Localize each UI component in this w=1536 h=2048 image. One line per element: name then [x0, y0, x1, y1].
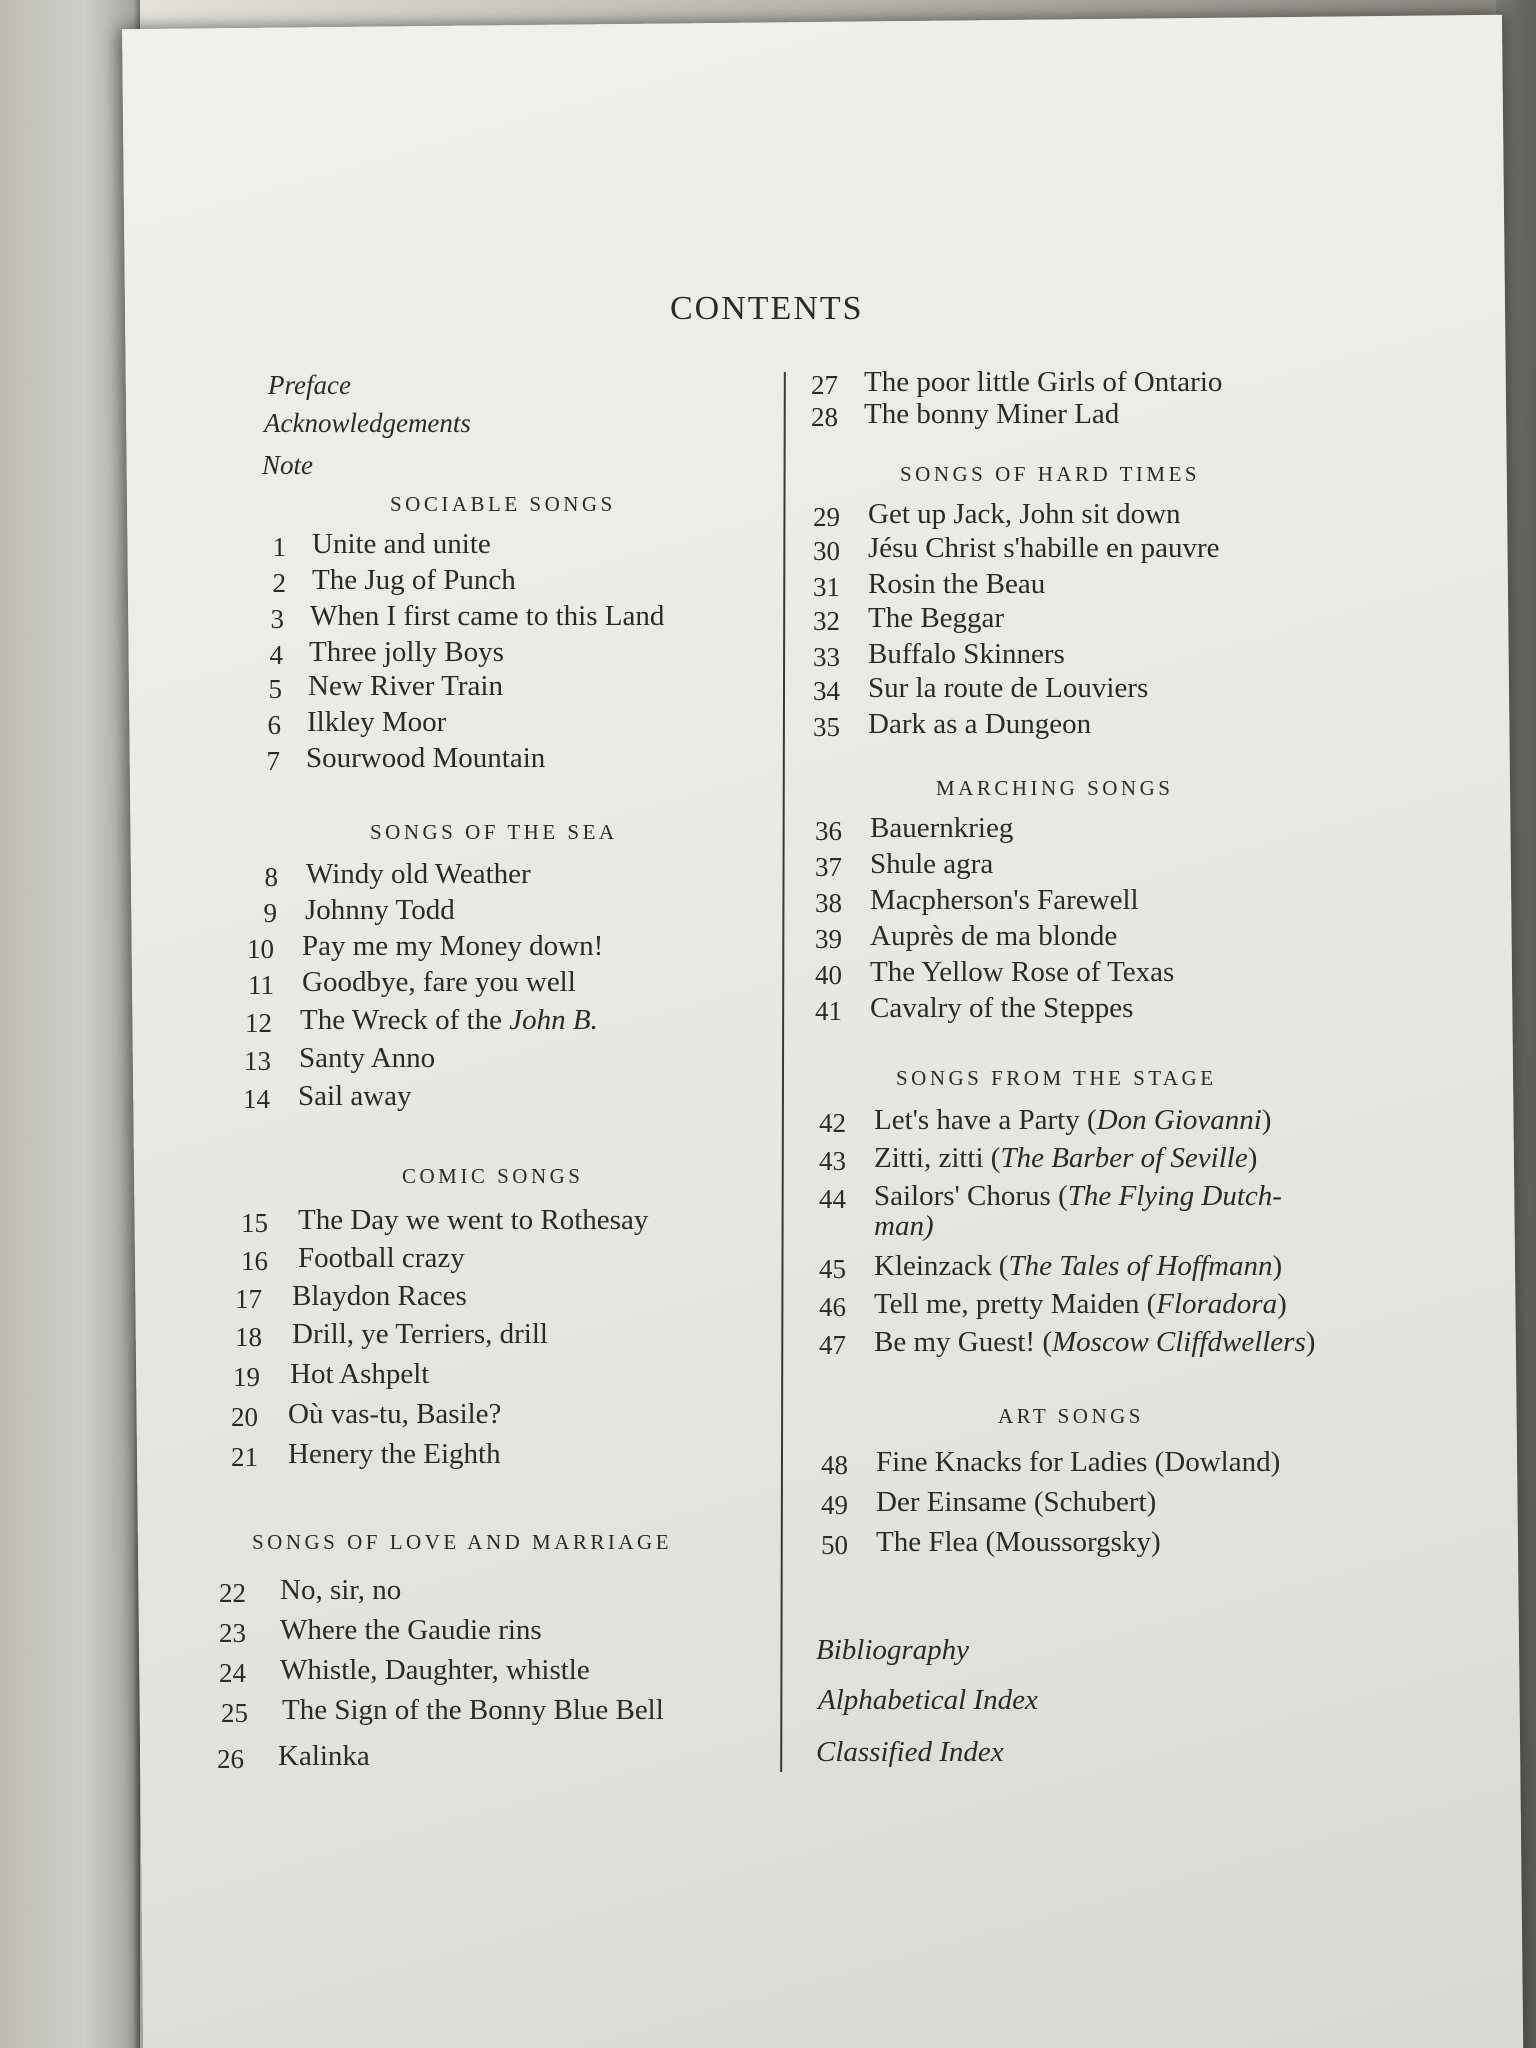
- song-title: [876, 1526, 1161, 1559]
- song-title: [874, 1250, 1282, 1283]
- song-title: [870, 848, 993, 881]
- song-title-text: The bonny Miner Lad: [864, 398, 1120, 430]
- song-title-italic: John B.: [509, 1004, 598, 1036]
- song-title-text: Cavalry of the Steppes: [870, 992, 1134, 1024]
- song-title: [868, 672, 1148, 705]
- song-title-text: Be my Guest! (: [874, 1326, 1052, 1358]
- song-title-tail: ): [1277, 1288, 1287, 1320]
- song-number: 20: [231, 1402, 258, 1432]
- song-title-italic: The Flying Dutch-: [1067, 1180, 1282, 1212]
- song-number: 1: [272, 532, 286, 562]
- song-number: 19: [233, 1362, 260, 1392]
- song-title: [870, 920, 1117, 953]
- song-number: 23: [219, 1618, 246, 1648]
- section-heading-sea: SONGS OF THE SEA: [370, 820, 618, 844]
- song-number: 30: [813, 536, 840, 566]
- song-title-tail: ): [1261, 1104, 1272, 1136]
- song-title-italic: The Barber of Seville: [1000, 1142, 1248, 1174]
- song-title-text: Where the Gaudie rins: [280, 1614, 542, 1646]
- song-title-text: Fine Knacks for Ladies (Dowland): [876, 1446, 1281, 1478]
- song-number: 10: [247, 934, 274, 964]
- song-title-text: Sailors' Chorus (: [874, 1180, 1068, 1212]
- song-title-text: Windy old Weather: [306, 858, 531, 890]
- front-matter-preface: Preface: [268, 370, 351, 400]
- song-title-text: The Day we went to Rothesay: [298, 1204, 649, 1236]
- song-title: [870, 884, 1139, 917]
- song-title-text: Pay me my Money down!: [302, 930, 604, 962]
- song-title-text: Bauernkrieg: [870, 812, 1014, 844]
- song-number: 32: [813, 606, 840, 636]
- page-title: CONTENTS: [670, 290, 864, 327]
- song-title: [300, 1004, 598, 1037]
- song-title-text: Get up Jack, John sit down: [868, 498, 1181, 530]
- song-title: [298, 1204, 648, 1237]
- back-matter-alphabetical-index: Alphabetical Index: [818, 1684, 1038, 1716]
- song-number: 47: [819, 1330, 846, 1360]
- song-title: [870, 956, 1174, 989]
- song-title: [868, 638, 1065, 671]
- song-number: 46: [819, 1292, 846, 1322]
- song-number: 18: [235, 1322, 262, 1352]
- song-title-text: Let's have a Party (: [874, 1104, 1097, 1136]
- song-title: [298, 1080, 412, 1113]
- song-number: 36: [815, 816, 842, 846]
- song-number: 3: [270, 604, 284, 634]
- song-number: 17: [235, 1284, 262, 1314]
- song-title: [280, 1654, 590, 1687]
- song-title-text: Der Einsame (Schubert): [876, 1486, 1157, 1518]
- song-title: [292, 1280, 467, 1313]
- song-title-text: Drill, ye Terriers, drill: [292, 1318, 548, 1350]
- song-title: [876, 1486, 1156, 1519]
- song-title: [288, 1398, 501, 1431]
- song-number: 31: [813, 572, 840, 602]
- song-title-italic: The Tales of Hoffmann: [1008, 1250, 1273, 1282]
- song-title-text: Où vas-tu, Basile?: [288, 1398, 502, 1430]
- song-title: [302, 930, 603, 963]
- section-heading-marching: MARCHING SONGS: [936, 776, 1174, 800]
- song-title-text: Santy Anno: [299, 1042, 436, 1074]
- song-title: [280, 1574, 401, 1607]
- song-number: 16: [241, 1246, 268, 1276]
- song-title: [310, 600, 664, 633]
- song-number: 14: [243, 1084, 270, 1114]
- song-title: [876, 1446, 1280, 1479]
- song-title-text: Johnny Todd: [305, 894, 455, 926]
- song-title-text: Kleinzack (: [874, 1250, 1009, 1282]
- song-title-text: Hot Ashpelt: [290, 1358, 430, 1390]
- song-number: 6: [267, 710, 281, 740]
- song-title-text: The Flea (Moussorgsky): [876, 1526, 1161, 1558]
- song-title-italic: Floradora: [1156, 1288, 1278, 1320]
- song-title-text: Jésu Christ s'habille en pauvre: [868, 532, 1220, 564]
- section-heading-stage: SONGS FROM THE STAGE: [896, 1066, 1217, 1090]
- song-title-continuation: man): [874, 1210, 934, 1242]
- song-number: 28: [811, 402, 838, 432]
- song-number: 44: [819, 1184, 846, 1214]
- song-title-text: Goodbye, fare you well: [302, 966, 576, 998]
- song-title-text: Zitti, zitti (: [874, 1142, 1001, 1174]
- song-number: 21: [231, 1442, 258, 1472]
- song-title: [308, 670, 503, 703]
- song-title-text: The Wreck of the: [300, 1004, 510, 1036]
- song-title-text: The Beggar: [868, 602, 1005, 634]
- song-title-text: The Sign of the Bonny Blue Bell: [282, 1694, 664, 1726]
- song-title-italic: Don Giovanni: [1096, 1104, 1262, 1136]
- front-matter-acknowledgements: Acknowledgements: [264, 408, 471, 438]
- song-title-text: Football crazy: [298, 1242, 465, 1274]
- song-title-text: New River Train: [308, 670, 503, 702]
- song-number: 50: [821, 1530, 848, 1560]
- song-title: [312, 564, 516, 597]
- song-title: [864, 366, 1222, 399]
- song-number: 11: [248, 970, 274, 1000]
- song-title-text: Macpherson's Farewell: [870, 884, 1139, 916]
- song-title: [868, 602, 1004, 635]
- song-title-text: Shule agra: [870, 848, 994, 880]
- song-number: 48: [821, 1450, 848, 1480]
- song-title-text: No, sir, no: [280, 1574, 402, 1606]
- song-number: 8: [264, 862, 278, 892]
- song-title: [305, 894, 455, 927]
- song-title-text: Sail away: [298, 1080, 412, 1112]
- song-number: 45: [819, 1254, 846, 1284]
- back-matter-classified-index: Classified Index: [816, 1736, 1004, 1768]
- song-title-tail: ): [1247, 1142, 1258, 1174]
- song-number: 12: [245, 1008, 272, 1038]
- song-title: [870, 812, 1013, 845]
- song-title: [282, 1694, 664, 1727]
- song-title-text: When I first came to this Land: [310, 600, 665, 632]
- song-title-text: Whistle, Daughter, whistle: [280, 1654, 590, 1686]
- song-title-text: The poor little Girls of Ontario: [864, 366, 1223, 398]
- song-title: [292, 1318, 548, 1351]
- song-number: 41: [815, 996, 842, 1026]
- song-title-text: Three jolly Boys: [309, 636, 504, 668]
- song-title-text: Sourwood Mountain: [306, 742, 546, 774]
- song-number: 2: [272, 568, 286, 598]
- song-title: [864, 398, 1119, 431]
- song-title-tail: ): [1272, 1250, 1283, 1282]
- section-heading-hard-times: SONGS OF HARD TIMES: [900, 462, 1201, 486]
- song-title-text: Sur la route de Louviers: [868, 672, 1149, 704]
- song-title-text: Kalinka: [278, 1740, 370, 1772]
- song-title: [288, 1438, 501, 1471]
- song-title-text: The Jug of Punch: [312, 564, 516, 596]
- song-number: 22: [219, 1578, 246, 1608]
- song-title-text: Tell me, pretty Maiden (: [874, 1288, 1157, 1320]
- song-title-text: Rosin the Beau: [868, 568, 1046, 600]
- song-number: 9: [263, 898, 277, 928]
- song-title: [874, 1288, 1287, 1321]
- song-title: [870, 992, 1133, 1025]
- left-page-edge: [0, 0, 140, 2048]
- song-title-italic: Moscow Cliffdwellers: [1052, 1326, 1306, 1358]
- song-title-text: Auprès de ma blonde: [870, 920, 1118, 952]
- song-number: 25: [221, 1698, 248, 1728]
- song-number: 29: [813, 502, 840, 532]
- front-matter-note: Note: [262, 450, 313, 480]
- song-number: 43: [819, 1146, 846, 1176]
- song-title: [868, 568, 1045, 601]
- song-title: [307, 706, 446, 739]
- song-title-tail: ): [1305, 1326, 1316, 1358]
- song-number: 5: [268, 674, 282, 704]
- song-title-text: Henery the Eighth: [288, 1438, 501, 1470]
- song-number: 7: [266, 746, 280, 776]
- song-title: [874, 1142, 1257, 1175]
- song-number: 42: [819, 1108, 846, 1138]
- section-heading-comic: COMIC SONGS: [402, 1164, 584, 1188]
- song-title: [306, 742, 545, 775]
- song-title: [868, 708, 1091, 741]
- song-title: [306, 858, 531, 891]
- song-title-text: The Yellow Rose of Texas: [870, 956, 1175, 988]
- song-number: 26: [217, 1744, 244, 1774]
- song-title: [868, 498, 1181, 531]
- song-title-text: Unite and unite: [312, 528, 491, 560]
- song-number: 35: [813, 712, 840, 742]
- song-title-text: Ilkley Moor: [307, 706, 447, 738]
- song-title: [312, 528, 491, 561]
- song-number: 24: [219, 1658, 246, 1688]
- song-number: 49: [821, 1490, 848, 1520]
- song-title: [290, 1358, 429, 1391]
- song-title: [874, 1326, 1315, 1359]
- section-heading-sociable: SOCIABLE SONGS: [390, 492, 616, 516]
- song-title: [299, 1042, 435, 1075]
- song-number: 33: [813, 642, 840, 672]
- song-title: [868, 532, 1220, 565]
- song-title: [302, 966, 576, 999]
- song-title: [280, 1614, 542, 1647]
- song-title-text: Blaydon Races: [292, 1280, 467, 1312]
- song-number: 40: [815, 960, 842, 990]
- song-title-text: Dark as a Dungeon: [868, 708, 1092, 740]
- song-title-text: Buffalo Skinners: [868, 638, 1065, 670]
- back-matter-bibliography: Bibliography: [816, 1634, 970, 1666]
- song-number: 15: [241, 1208, 268, 1238]
- song-number: 13: [244, 1046, 271, 1076]
- song-number: 38: [815, 888, 842, 918]
- song-number: 27: [811, 370, 838, 400]
- section-heading-art: ART SONGS: [998, 1404, 1144, 1428]
- song-number: 39: [815, 924, 842, 954]
- section-heading-love: SONGS OF LOVE AND MARRIAGE: [252, 1530, 673, 1554]
- song-number: 34: [813, 676, 840, 706]
- song-title: [309, 636, 504, 669]
- song-title: [874, 1104, 1271, 1137]
- song-title: [298, 1242, 465, 1275]
- song-number: 37: [815, 852, 842, 882]
- song-title: [874, 1180, 1282, 1213]
- song-title: [278, 1740, 370, 1773]
- song-number: 4: [269, 640, 283, 670]
